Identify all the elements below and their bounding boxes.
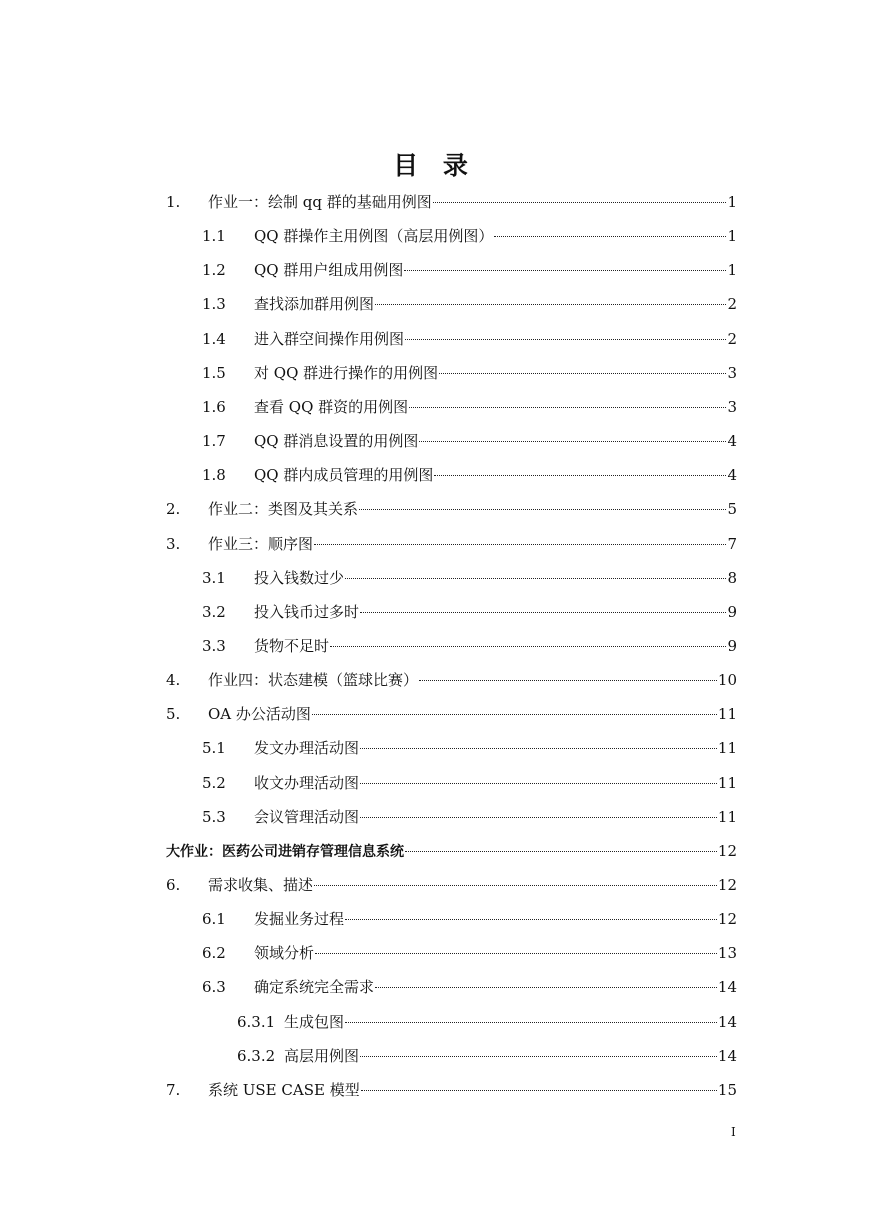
- toc-entry-title: 对 QQ 群进行操作的用例图: [254, 363, 439, 382]
- toc-entry-page: 3: [727, 397, 737, 416]
- toc-entry-page: 11: [717, 773, 737, 792]
- toc-entry-page: 1: [727, 193, 737, 211]
- toc-leader-dots: [360, 1056, 717, 1057]
- toc-entry-title: 发文办理活动图: [254, 739, 360, 758]
- toc-entry-page: 11: [717, 807, 737, 826]
- toc-entry[interactable]: [166, 533, 737, 555]
- toc-entry-title: 作业四：状态建模（篮球比赛）: [208, 671, 419, 690]
- toc-leader-dots: [494, 236, 726, 237]
- toc-entry[interactable]: [202, 635, 737, 657]
- toc-leader-dots: [360, 817, 717, 818]
- toc-leader-dots: [405, 851, 717, 852]
- toc-entry-title: 发掘业务过程: [254, 910, 345, 929]
- page-number: I: [731, 1125, 736, 1139]
- toc-entry[interactable]: [166, 498, 737, 520]
- toc-entry[interactable]: [202, 464, 737, 486]
- toc-entry-number: 1.8: [202, 466, 226, 485]
- toc-entry[interactable]: [202, 362, 737, 384]
- toc-entry-title: 作业二：类图及其关系: [208, 500, 359, 519]
- toc-entry-number: 3.2: [202, 602, 226, 621]
- toc-entry-page: 1: [727, 227, 737, 246]
- toc-entry[interactable]: [202, 737, 737, 759]
- toc-entry[interactable]: [202, 772, 737, 794]
- toc-entry[interactable]: [166, 1079, 737, 1101]
- toc-entry-title: QQ 群用户组成用例图: [254, 261, 404, 280]
- toc-entry-title: 查找添加群用例图: [254, 295, 375, 314]
- toc-entry-page: 12: [717, 876, 737, 894]
- toc-entry-number: 6.2: [202, 944, 226, 963]
- toc-leader-dots: [359, 509, 726, 510]
- toc-leader-dots: [439, 373, 726, 374]
- toc-leader-dots: [314, 885, 717, 886]
- toc-leader-dots: [361, 1090, 717, 1091]
- toc-entry-number: 1.: [166, 193, 181, 211]
- toc-entry-page: 1: [727, 261, 737, 280]
- toc-entry[interactable]: [202, 567, 737, 589]
- toc-entry-title: 投入钱数过少: [254, 568, 345, 587]
- toc-entry[interactable]: [237, 1045, 737, 1067]
- toc-entry-number: 3.: [166, 534, 181, 553]
- toc-entry-title: 查看 QQ 群资的用例图: [254, 397, 409, 416]
- toc-entry-title: 系统 USE CASE 模型: [208, 1080, 360, 1099]
- toc-entry-number: 5.2: [202, 773, 226, 792]
- toc-leader-dots: [345, 919, 717, 920]
- toc-leader-dots: [360, 783, 717, 784]
- toc-leader-dots: [375, 304, 726, 305]
- toc-leader-dots: [315, 953, 717, 954]
- toc-entry-number: 4.: [166, 671, 181, 690]
- toc-entry-title: QQ 群消息设置的用例图: [254, 432, 419, 451]
- toc-entry[interactable]: [202, 293, 737, 315]
- toc-entry-title: 会议管理活动图: [254, 807, 360, 826]
- toc-entry[interactable]: [202, 396, 737, 418]
- toc-entry-title: QQ 群操作主用例图（高层用例图）: [254, 227, 494, 246]
- toc-entry[interactable]: [202, 259, 737, 281]
- toc-entry-page: 11: [717, 739, 737, 758]
- toc-entry-number: 3.3: [202, 636, 226, 655]
- toc-leader-dots: [434, 475, 726, 476]
- toc-entry[interactable]: [202, 806, 737, 828]
- toc-leader-dots: [345, 578, 726, 579]
- toc-leader-dots: [360, 612, 726, 613]
- toc-entry-number: 5.: [166, 705, 181, 724]
- toc-entry-page: 12: [717, 841, 737, 860]
- toc-entry-page: 2: [727, 295, 737, 314]
- toc-leader-dots: [404, 270, 726, 271]
- toc-entry-page: 14: [717, 978, 737, 997]
- toc-entry-title: 作业三：顺序图: [208, 534, 314, 553]
- toc-entry[interactable]: [202, 976, 737, 998]
- toc-entry-number: 5.1: [202, 739, 226, 758]
- toc-entry-number: 1.1: [202, 227, 226, 246]
- toc-leader-dots: [330, 646, 726, 647]
- toc-entry-number: 1.7: [202, 432, 226, 451]
- toc-leader-dots: [405, 339, 726, 340]
- toc-entry[interactable]: [166, 191, 737, 213]
- toc-entry-number: 6.3: [202, 978, 226, 997]
- toc-entry[interactable]: [166, 703, 737, 725]
- toc-leader-dots: [312, 714, 717, 715]
- toc-leader-dots: [433, 202, 727, 203]
- toc-leader-dots: [314, 544, 726, 545]
- toc-entry-number: 6.1: [202, 910, 226, 929]
- toc-entry-page: 10: [717, 671, 737, 690]
- toc-entry-number: 1.4: [202, 329, 226, 348]
- toc-entry-page: 15: [717, 1080, 737, 1099]
- toc-entry[interactable]: [202, 942, 737, 964]
- toc-entry-page: 5: [727, 500, 737, 519]
- toc-entry-title: 作业一：绘制 qq 群的基础用例图: [208, 193, 432, 211]
- toc-leader-dots: [409, 407, 726, 408]
- toc-leader-dots: [360, 748, 717, 749]
- toc-entry-page: 9: [727, 636, 737, 655]
- toc-entry-title: 货物不足时: [254, 636, 330, 655]
- toc-entry-number: 1.6: [202, 397, 226, 416]
- toc-entry-title: 高层用例图: [284, 1046, 360, 1065]
- toc-entry-page: 9: [727, 602, 737, 621]
- toc-leader-dots: [375, 987, 717, 988]
- toc-entry[interactable]: [202, 225, 737, 247]
- toc-entry-number: 1.3: [202, 295, 226, 314]
- toc-entry-title: 确定系统完全需求: [254, 978, 375, 997]
- toc-entry-title: 大作业：医药公司进销存管理信息系统: [166, 843, 404, 860]
- toc-entry[interactable]: [202, 430, 737, 452]
- toc-leader-dots: [419, 441, 726, 442]
- toc-entry-page: 4: [727, 432, 737, 451]
- toc-entry-page: 4: [727, 466, 737, 485]
- toc-entry-page: 7: [727, 534, 737, 553]
- toc-entry-page: 14: [717, 1046, 737, 1065]
- toc-entry-title: QQ 群内成员管理的用例图: [254, 466, 434, 485]
- toc-entry-title: 领域分析: [254, 944, 315, 963]
- toc-entry-title: 需求收集、描述: [208, 876, 314, 894]
- toc-entry-number: 2.: [166, 500, 181, 519]
- toc-entry-number: 1.2: [202, 261, 226, 280]
- toc-entry-page: 3: [727, 363, 737, 382]
- toc-entry-page: 13: [717, 944, 737, 963]
- toc-entry-page: 2: [727, 329, 737, 348]
- toc-entry-title: 收文办理活动图: [254, 773, 360, 792]
- toc-leader-dots: [345, 1022, 717, 1023]
- toc-entry-page: 11: [717, 705, 737, 724]
- toc-title: 目 录: [393, 151, 476, 180]
- toc-entry-title: OA 办公活动图: [208, 705, 311, 724]
- toc-entry[interactable]: [237, 1011, 737, 1033]
- toc-entry-number: 7.: [166, 1080, 181, 1099]
- toc-entry[interactable]: [202, 908, 737, 930]
- toc-entry-number: 5.3: [202, 807, 226, 826]
- toc-entry-title: 投入钱币过多时: [254, 602, 360, 621]
- toc-entry-number: 1.5: [202, 363, 226, 382]
- toc-entry-number: 3.1: [202, 568, 226, 587]
- toc-entry-number: 6.3.2: [237, 1046, 276, 1065]
- toc-entry-number: 6.3.1: [237, 1012, 276, 1031]
- toc-entry[interactable]: [202, 601, 737, 623]
- toc-entry-title: 生成包图: [284, 1012, 345, 1031]
- toc-entry[interactable]: [202, 328, 737, 350]
- toc-entry[interactable]: [166, 669, 737, 691]
- toc-entry-title: 进入群空间操作用例图: [254, 329, 405, 348]
- toc-entry-page: 14: [717, 1012, 737, 1031]
- toc-entry[interactable]: [166, 840, 737, 862]
- toc-entry[interactable]: [166, 874, 737, 896]
- toc-entry-page: 12: [717, 910, 737, 929]
- toc-entry-page: 8: [727, 568, 737, 587]
- toc-entry-number: 6.: [166, 876, 181, 894]
- toc-leader-dots: [419, 680, 717, 681]
